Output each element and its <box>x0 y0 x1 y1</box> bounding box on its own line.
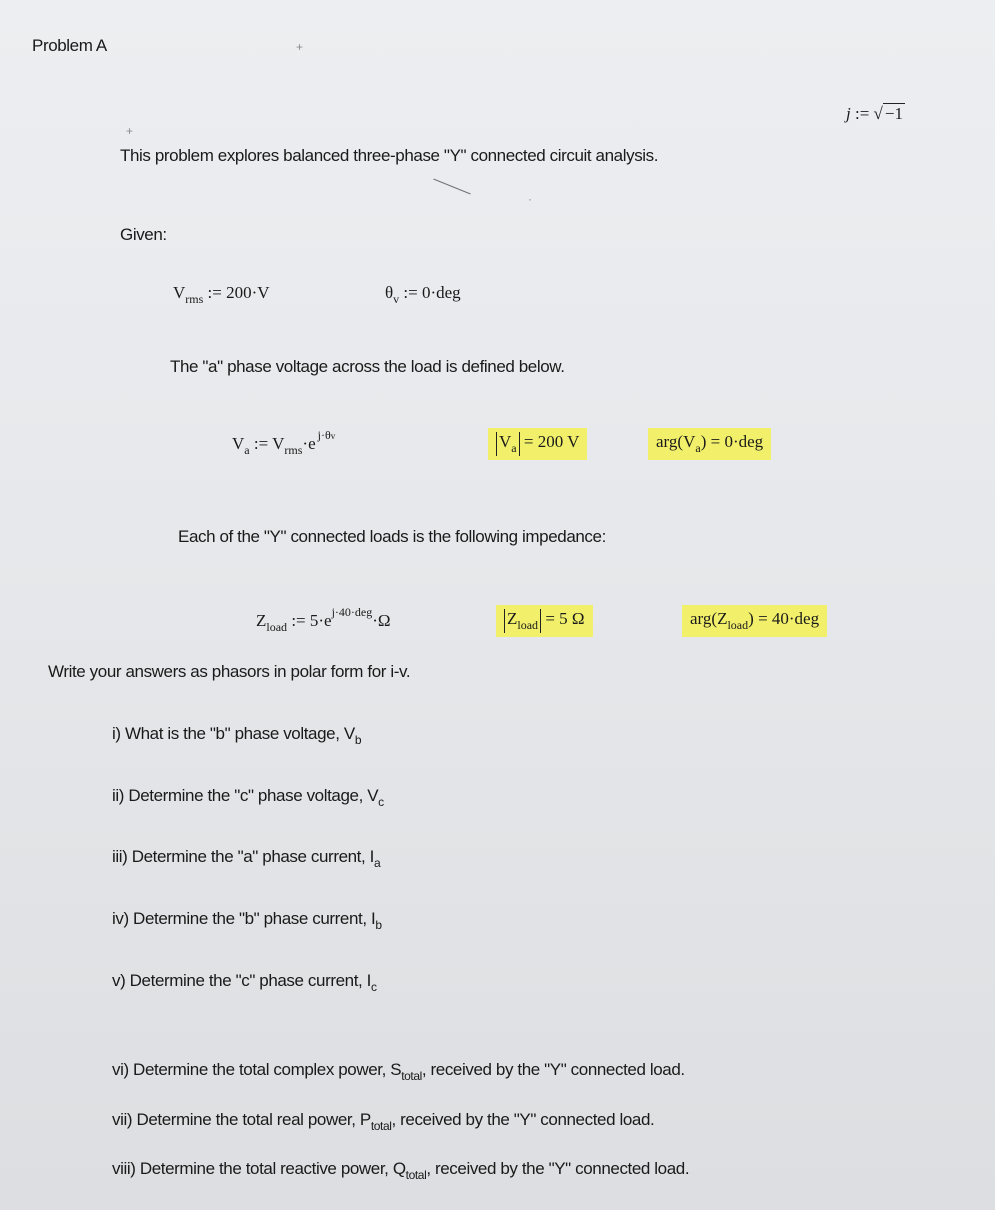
theta-value: 0·deg <box>421 283 461 302</box>
question-text: v) Determine the "c" phase current, I <box>112 971 371 990</box>
j-assign: := <box>854 104 870 123</box>
question-text: iv) Determine the "b" phase current, I <box>112 909 376 928</box>
question-subscript: total <box>370 1119 392 1133</box>
question-7 <box>112 1110 654 1133</box>
question-subscript: a <box>373 856 381 870</box>
question-subscript: total <box>401 1069 422 1083</box>
vrms-subscript: rms <box>185 292 204 306</box>
question-subscript: b <box>354 733 362 747</box>
va-arg-value: = 0·deg <box>710 432 764 451</box>
zload-exponent: j·40·deg <box>331 605 373 619</box>
intro-text: This problem explores balanced three-phase "Y" connected circuit analysis. <box>120 146 659 165</box>
question-5 <box>112 971 377 994</box>
question-4 <box>112 909 382 932</box>
zload-magnitude-result <box>496 605 593 637</box>
va-vrms-subscript: rms <box>284 443 303 457</box>
instruction-text: Write your answers as phasors in polar form for i-v. <box>48 662 411 681</box>
j-symbol: j <box>846 104 851 123</box>
question-subscript: total <box>405 1168 427 1182</box>
question-6 <box>112 1060 685 1083</box>
va-arg-fn: arg <box>656 432 678 451</box>
zload-arg-fn: arg <box>690 609 712 628</box>
sqrt-arg: −1 <box>884 104 903 123</box>
zload-magnitude-bars <box>504 609 541 633</box>
question-text: vi) Determine the total complex power, S <box>112 1060 402 1079</box>
problem-title: Problem A <box>32 36 107 55</box>
zload-symbol: Z <box>256 611 267 630</box>
zload-mag-subscript: load <box>517 618 539 632</box>
va-magnitude-bars <box>496 432 520 456</box>
zload-arg-value: = 40·deg <box>758 609 820 628</box>
zload-mag-value: = 5 Ω <box>545 609 585 628</box>
each-load-text: Each of the "Y" connected loads is the following impedance: <box>178 527 606 546</box>
va-magnitude-result <box>488 428 587 460</box>
zload-subscript: load <box>266 620 288 634</box>
question-subscript: c <box>371 980 377 994</box>
vrms-symbol: V <box>173 283 186 302</box>
question-1 <box>112 724 361 747</box>
zload-arg-subscript: load <box>727 618 749 632</box>
question-tail: , received by the "Y" connected load. <box>421 1060 685 1079</box>
va-exponent <box>318 428 336 442</box>
zload-unit: ·Ω <box>372 611 391 630</box>
theta-definition <box>385 283 461 307</box>
question-text: ii) Determine the "c" phase voltage, V <box>112 786 379 805</box>
va-subscript: a <box>244 443 250 457</box>
question-text: i) What is the "b" phase voltage, V <box>112 724 355 743</box>
theta-subscript: v <box>393 292 400 306</box>
va-definition <box>232 428 335 458</box>
a-phase-text: The "a" phase voltage across the load is defined below. <box>170 357 565 376</box>
theta-assign: := <box>403 283 418 302</box>
question-3 <box>112 847 380 870</box>
va-exp-base: ·e <box>302 434 316 453</box>
question-text: viii) Determine the total reactive power, Q <box>112 1159 406 1178</box>
va-angle-result: $arg(V_a) = 0\cdot deg$ <box>648 428 771 460</box>
va-symbol: V <box>232 434 245 453</box>
j-definition <box>846 104 905 124</box>
stray-mark: + <box>296 40 304 54</box>
given-label: Given: <box>120 225 167 244</box>
question-8 <box>112 1159 689 1182</box>
vrms-definition <box>173 283 270 307</box>
zload-assign: := <box>291 611 306 630</box>
zload-mag-symbol: Z <box>507 609 518 628</box>
vrms-assign: := <box>207 283 222 302</box>
va-mag-value: = 200 V <box>523 432 580 451</box>
question-subscript: b <box>375 918 382 932</box>
va-vrms: V <box>272 434 285 453</box>
question-tail: , received by the "Y" connected load. <box>426 1159 690 1178</box>
stray-mark: · <box>528 192 532 206</box>
question-text: vii) Determine the total real power, P <box>112 1110 371 1129</box>
va-exponent-text: j·θ <box>317 428 331 442</box>
stray-mark: + <box>126 124 134 138</box>
va-arg-symbol: V <box>683 432 696 451</box>
question-2 <box>112 786 384 809</box>
vrms-value: 200·V <box>226 283 270 302</box>
zload-exp-base: 5·e <box>309 611 332 630</box>
va-mag-symbol: V <box>499 432 512 451</box>
zload-angle-result: $arg(Z_{load}) = 40\cdot deg$ <box>682 605 827 637</box>
va-arg-subscript: a <box>695 441 701 455</box>
zload-definition <box>256 605 391 635</box>
theta-symbol: θ <box>385 283 394 302</box>
stray-line <box>433 179 470 195</box>
question-tail: , received by the "Y" connected load. <box>391 1110 655 1129</box>
question-subscript: c <box>378 795 384 809</box>
va-assign: := <box>253 434 269 453</box>
sqrt-icon: √ <box>873 104 883 123</box>
question-text: iii) Determine the "a" phase current, I <box>112 847 374 866</box>
zload-arg-symbol: Z <box>717 609 728 628</box>
va-exponent-subscript: v <box>330 431 336 441</box>
va-mag-subscript: a <box>511 441 517 455</box>
